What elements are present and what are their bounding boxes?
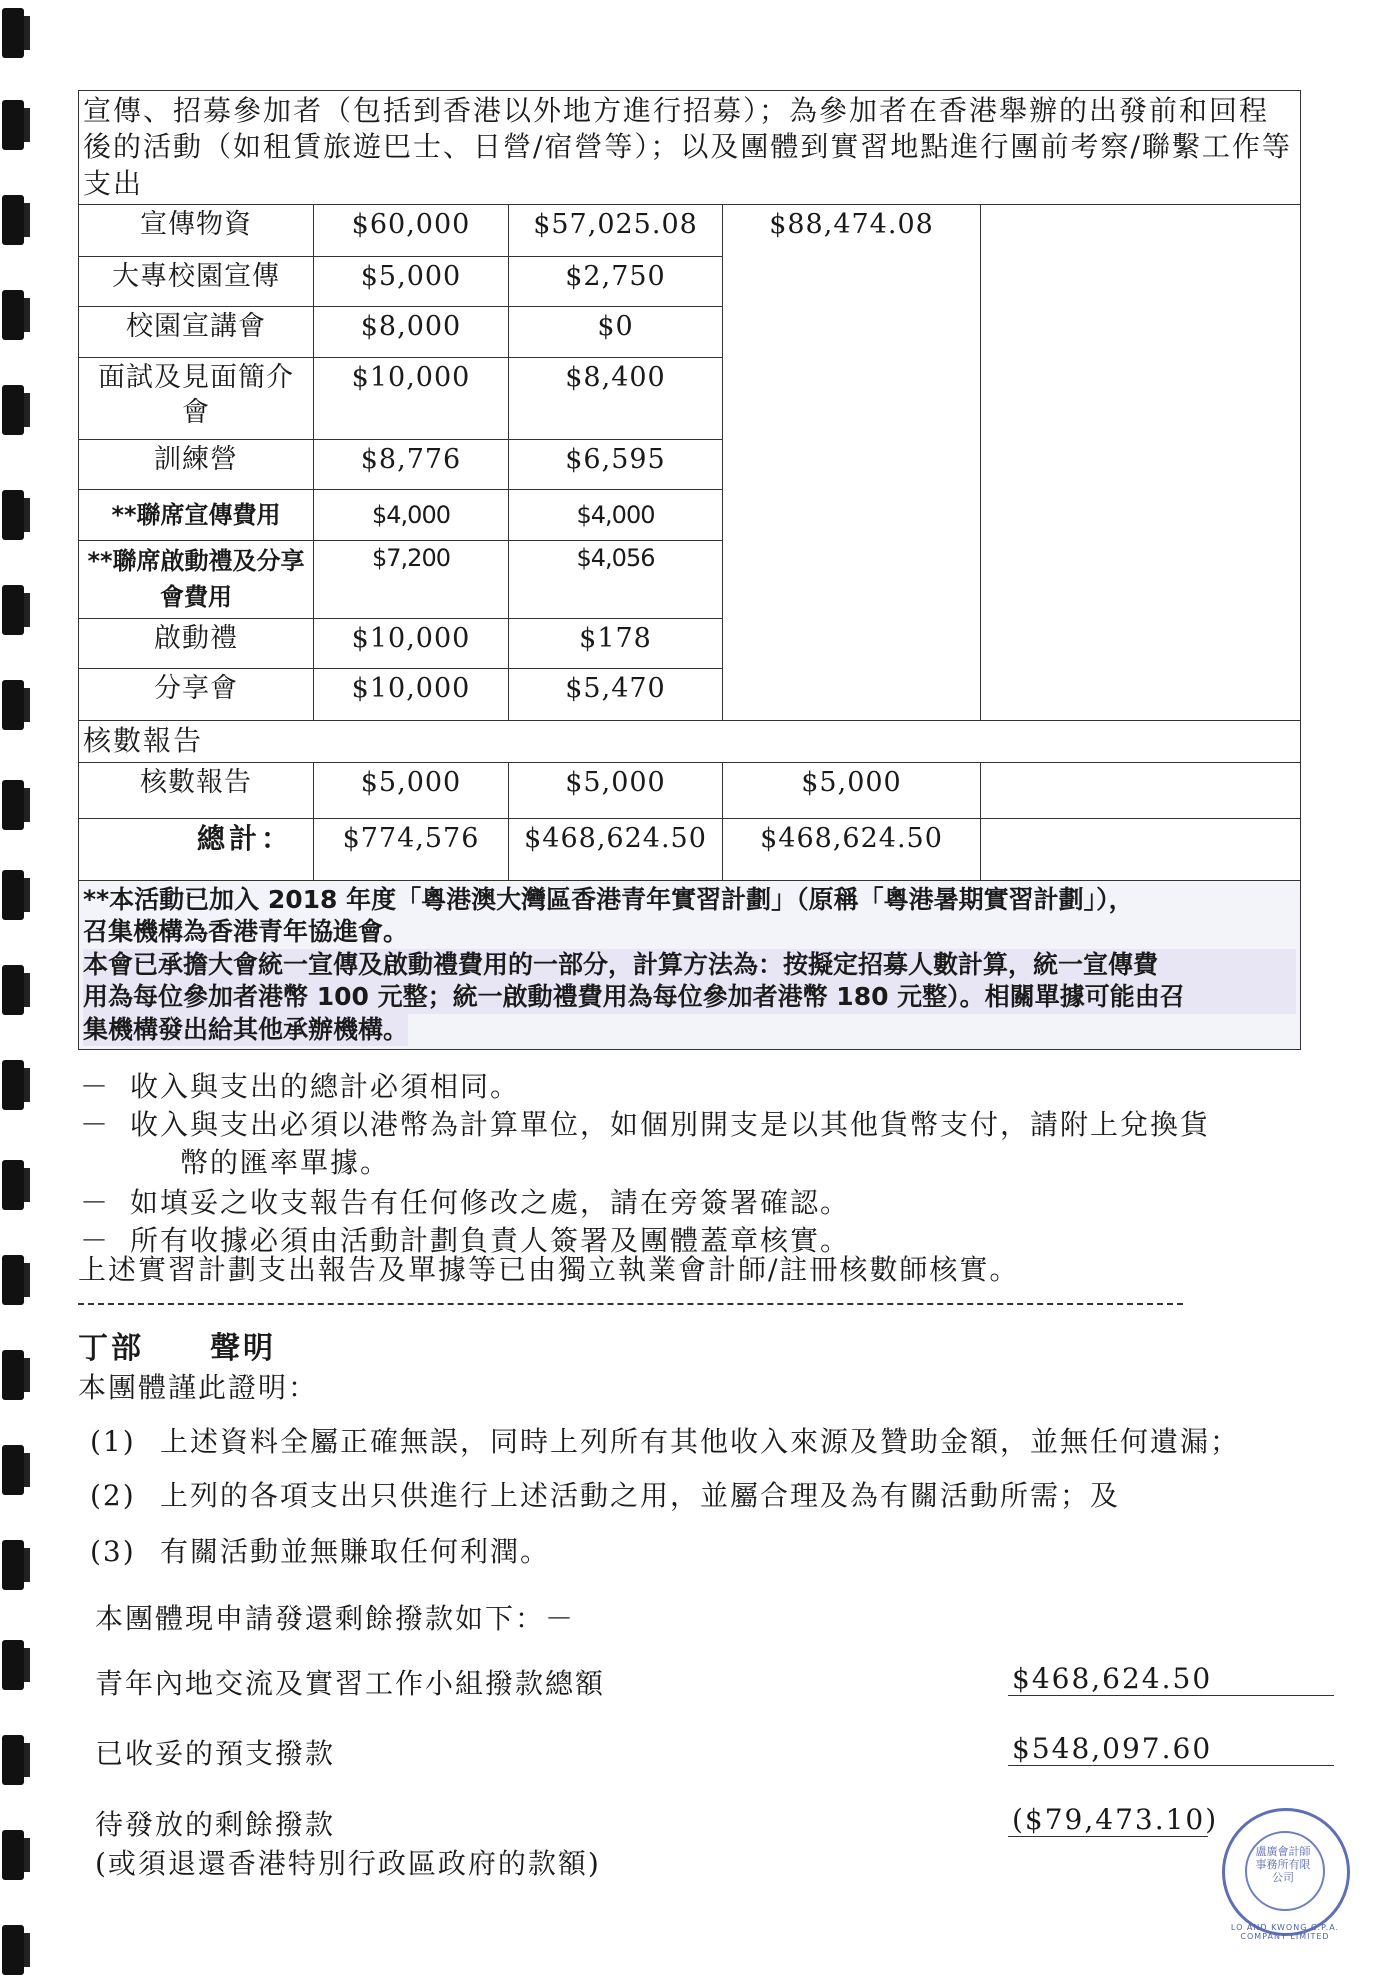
dash: － (80, 1224, 111, 1257)
item-cell: 訓練營 (79, 440, 314, 490)
note-line: 集機構發出給其他承辦機構。 (83, 1014, 408, 1047)
remarks-cell (981, 818, 1301, 880)
note-text: 收入與支出必須以港幣為計算單位，如個別開支是以其他貨幣支付，請附上兌換貨 (130, 1108, 1211, 1141)
note-text: 如填妥之收支報告有任何修改之處，請在旁簽署確認。 (130, 1186, 851, 1219)
dash: － (80, 1070, 111, 1103)
audit-section-row (79, 721, 1301, 762)
item-cell: 面試及見面簡介會 (79, 358, 314, 440)
note-line: 用為每位參加者港幣 100 元整；統一啟動禮費用為每位參加者港幣 180 元整）。相關單據可能由召 (83, 981, 1296, 1014)
notes-list (80, 1066, 1330, 1259)
joint-program-note (79, 880, 1301, 1050)
budget-cell: $7,200 (314, 541, 509, 619)
subtotal-cell: $5,000 (723, 762, 981, 818)
declaration-number: (1) (90, 1425, 136, 1458)
declaration-item (90, 1530, 550, 1570)
item-cell: 分享會 (79, 669, 314, 721)
total-row (79, 818, 1301, 880)
total-subtotal: $468,624.50 (723, 818, 981, 880)
note-row (79, 880, 1301, 1050)
note-text: 幣的匯率單據。 (180, 1146, 391, 1179)
actual-cell: $2,750 (509, 257, 723, 307)
declaration-number: (2) (90, 1479, 136, 1512)
declaration-item (90, 1474, 1120, 1514)
section-divider (78, 1303, 1183, 1305)
budget-cell: $10,000 (314, 619, 509, 669)
remarks-cell (981, 205, 1301, 721)
budget-cell: $60,000 (314, 205, 509, 257)
budget-cell: $8,776 (314, 440, 509, 490)
verified-statement: 上述實習計劃支出報告及單據等已由獨立執業會計師/註冊核數師核實。 (78, 1253, 1020, 1286)
actual-cell: $0 (509, 307, 723, 358)
budget-cell: $10,000 (314, 358, 509, 440)
actual-cell: $8,400 (509, 358, 723, 440)
remarks-cell (981, 762, 1301, 818)
section-header-row (79, 91, 1301, 205)
actual-cell: $6,595 (509, 440, 723, 490)
dash: － (80, 1186, 111, 1219)
budget-cell: $10,000 (314, 669, 509, 721)
item-cell: 啟動禮 (79, 619, 314, 669)
company-stamp (1222, 1808, 1350, 1941)
summary-label: 青年內地交流及實習工作小組撥款總額 (95, 1667, 606, 1700)
audit-section-header: 核數報告 (79, 721, 1301, 762)
summary-amount: ($79,473.10) (1012, 1803, 1219, 1836)
apply-line: 本團體現申請發還剩餘撥款如下：－ (95, 1602, 576, 1635)
declaration-text: 上列的各項支出只供進行上述活動之用，並屬合理及為有關活動所需；及 (160, 1479, 1121, 1512)
actual-cell: $57,025.08 (509, 205, 723, 257)
actual-cell: $4,000 (509, 490, 723, 541)
summary-label: 已收妥的預支撥款 (95, 1737, 336, 1770)
item-cell: 宣傳物資 (79, 205, 314, 257)
item-cell: **聯席啟動禮及分享會費用 (79, 541, 314, 619)
note-item (80, 1183, 1330, 1223)
note-item (80, 1107, 1330, 1143)
total-actual: $468,624.50 (509, 818, 723, 880)
declaration-item (90, 1420, 1240, 1460)
note-text: 所有收據必須由活動計劃負責人簽署及團體蓋章核實。 (130, 1224, 851, 1257)
actual-cell: $178 (509, 619, 723, 669)
stamp-ring-text: LO AND KWONG C.P.A. COMPANY LIMITED (1230, 1923, 1340, 1941)
item-cell: 核數報告 (79, 762, 314, 818)
audit-row (79, 762, 1301, 818)
dash: － (80, 1108, 111, 1141)
table-row (79, 205, 1301, 257)
group-subtotal-cell: $88,474.08 (723, 205, 981, 721)
actual-cell: $4,056 (509, 541, 723, 619)
section-d-title: 丁部 聲明 (78, 1331, 276, 1366)
expenditure-table (78, 90, 1301, 1050)
summary-label: 待發放的剩餘撥款 (95, 1808, 336, 1841)
actual-cell: $5,000 (509, 762, 723, 818)
declaration-text: 有關活動並無賺取任何利潤。 (160, 1535, 551, 1568)
certify-intro: 本團體謹此證明： (78, 1371, 319, 1404)
note-line: 本會已承擔大會統一宣傳及啟動禮費用的一部分，計算方法為：按擬定招募人數計算，統一宣傳費 (83, 949, 1296, 982)
item-cell: **聯席宣傳費用 (79, 490, 314, 541)
note-line: **本活動已加入 2018 年度「粵港澳大灣區香港青年實習計劃」（原稱「粵港暑期實習計劃」）， (83, 884, 1134, 914)
item-cell: 大專校園宣傳 (79, 257, 314, 307)
total-label: 總計： (79, 818, 314, 880)
note-text: 收入與支出的總計必須相同。 (130, 1070, 521, 1103)
stamp-center-text: 盧廣會計師事務所有限公司 (1255, 1845, 1311, 1884)
actual-cell: $5,470 (509, 669, 723, 721)
note-item (80, 1066, 1330, 1107)
budget-cell: $5,000 (314, 257, 509, 307)
item-cell: 校園宣講會 (79, 307, 314, 358)
spiral-binding (0, 0, 40, 1980)
declaration-number: (3) (90, 1535, 136, 1568)
section-header: 宣傳、招募參加者（包括到香港以外地方進行招募）；為參加者在香港舉辦的出發前和回程後的活動（如租賃旅遊巴士、日營/宿營等）；以及團體到實習地點進行團前考察/聯繫工作等支出 (79, 91, 1301, 205)
budget-cell: $4,000 (314, 490, 509, 541)
summary-amount: $548,097.60 (1012, 1732, 1213, 1765)
budget-cell: $8,000 (314, 307, 509, 358)
declaration-text: 上述資料全屬正確無誤，同時上列所有其他收入來源及贊助金額，並無任何遺漏； (160, 1425, 1241, 1458)
total-budget: $774,576 (314, 818, 509, 880)
note-item (80, 1143, 1330, 1183)
budget-cell: $5,000 (314, 762, 509, 818)
summary-amount: $468,624.50 (1012, 1662, 1213, 1695)
note-line: 召集機構為香港青年協進會。 (83, 917, 409, 947)
summary-sublabel: (或須退還香港特別行政區政府的款額) (95, 1847, 601, 1880)
